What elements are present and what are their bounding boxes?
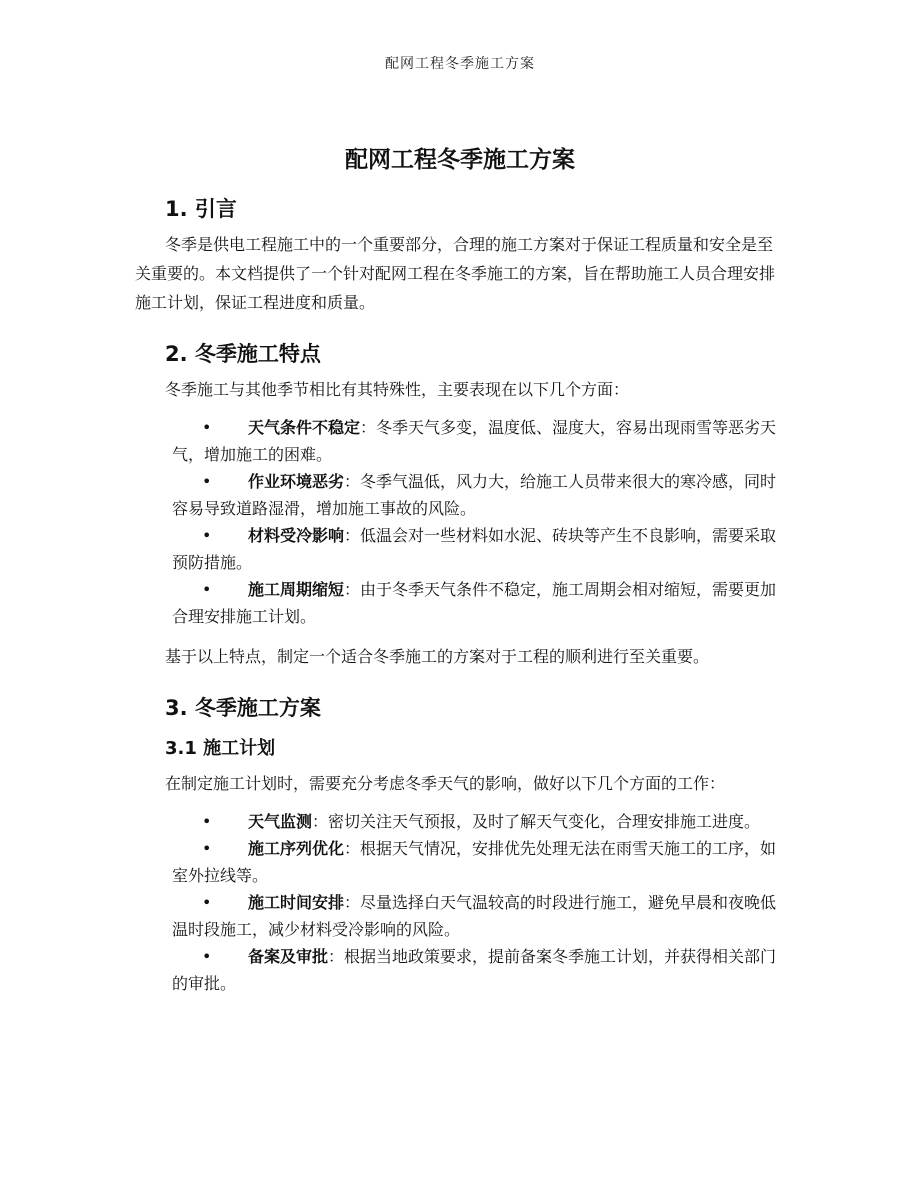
list-item	[135, 522, 785, 576]
list-item-term: 天气监测	[248, 812, 313, 831]
list-item-term: 材料受冷影响	[248, 526, 345, 545]
list-item	[135, 468, 785, 522]
list-item	[135, 576, 785, 630]
running-header: 配网工程冬季施工方案	[385, 56, 535, 72]
list-item	[135, 835, 785, 889]
section-heading-introduction: 1. 引言	[165, 197, 237, 221]
bullet-icon: •	[202, 947, 212, 966]
bullet-icon: •	[202, 839, 212, 858]
list-item-text: ：密切关注天气预报，及时了解天气变化，合理安排施工进度。	[312, 812, 761, 831]
list-item	[135, 943, 785, 997]
list-item-term: 天气条件不稳定	[248, 418, 361, 437]
list-item-term: 施工周期缩短	[248, 580, 345, 599]
characteristics-conclusion: 基于以上特点，制定一个适合冬季施工的方案对于工程的顺利进行至关重要。	[165, 647, 710, 666]
list-item-term: 作业环境恶劣	[248, 472, 345, 491]
characteristics-list	[135, 414, 785, 630]
subsection-heading-construction-plan: 3.1 施工计划	[165, 738, 276, 759]
list-item-text: ：尽量选择白天气温较高的时段进行施工，避免早晨和夜晚低温时段施工，减少材料受冷影响的风险。	[172, 893, 777, 939]
bullet-icon: •	[202, 472, 212, 491]
list-item	[135, 414, 785, 468]
list-item-text: ：低温会对一些材料如水泥、砖块等产生不良影响，需要采取预防措施。	[172, 526, 777, 572]
list-item-term: 施工序列优化	[248, 839, 345, 858]
section-heading-winter-characteristics: 2. 冬季施工特点	[165, 342, 321, 366]
list-item-text: ：根据天气情况，安排优先处理无法在雨雪天施工的工序，如室外拉线等。	[172, 839, 777, 885]
bullet-icon: •	[202, 580, 212, 599]
section-heading-winter-plan: 3. 冬季施工方案	[165, 696, 321, 720]
bullet-icon: •	[202, 418, 212, 437]
document-body	[135, 140, 785, 1009]
list-item-text: ：冬季气温低，风力大，给施工人员带来很大的寒冷感，同时容易导致道路湿滑，增加施工事故的风险。	[172, 472, 777, 518]
list-item-text: ：冬季天气多变，温度低、湿度大，容易出现雨雪等恶劣天气，增加施工的困难。	[172, 418, 777, 464]
construction-plan-list	[135, 808, 785, 997]
list-item	[135, 889, 785, 943]
list-item-text: ：根据当地政策要求，提前备案冬季施工计划，并获得相关部门的审批。	[172, 947, 777, 993]
introduction-paragraph: 冬季是供电工程施工中的一个重要部分，合理的施工方案对于保证工程质量和安全是至关重要的。本文档提供了一个针对配网工程在冬季施工的方案，旨在帮助施工人员合理安排施工计划，保证工程进度和质量。	[135, 235, 776, 312]
document-title: 配网工程冬季施工方案	[345, 147, 575, 173]
bullet-icon: •	[202, 526, 212, 545]
construction-plan-intro: 在制定施工计划时，需要充分考虑冬季天气的影响，做好以下几个方面的工作：	[165, 774, 726, 793]
characteristics-intro: 冬季施工与其他季节相比有其特殊性，主要表现在以下几个方面：	[165, 380, 630, 399]
list-item-term: 施工时间安排	[248, 893, 345, 912]
bullet-icon: •	[202, 893, 212, 912]
list-item-text: ：由于冬季天气条件不稳定，施工周期会相对缩短，需要更加合理安排施工计划。	[172, 580, 777, 626]
bullet-icon: •	[202, 812, 212, 831]
list-item	[135, 808, 785, 835]
list-item-term: 备案及审批	[248, 947, 329, 966]
